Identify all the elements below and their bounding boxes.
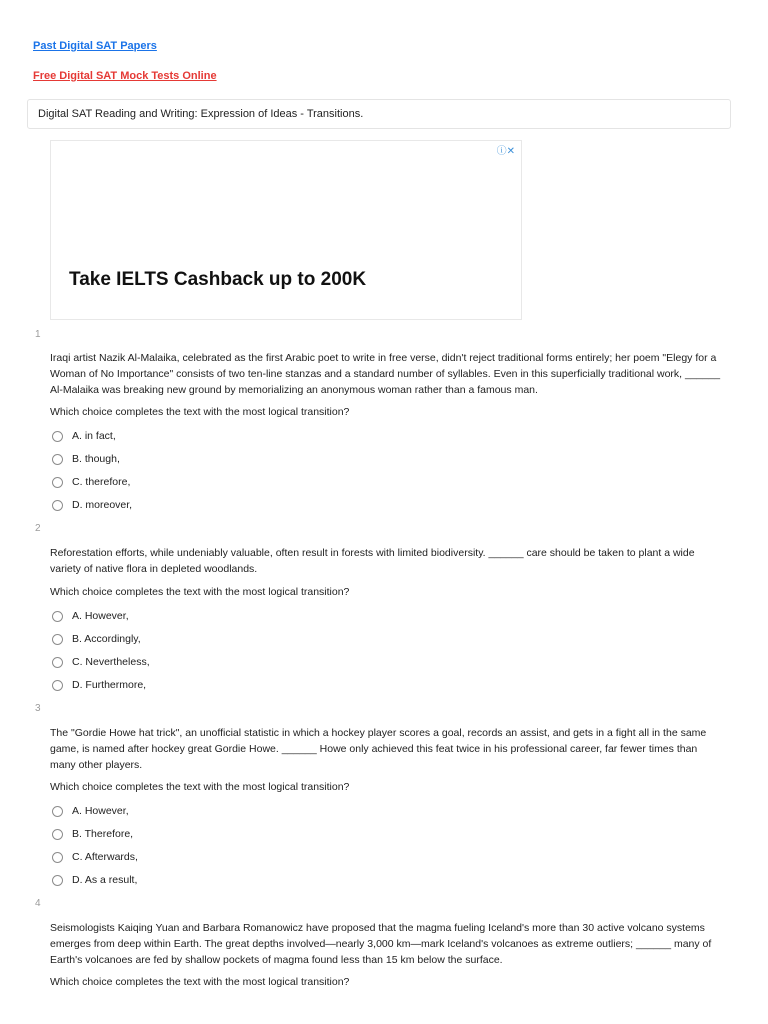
- radio-button[interactable]: [52, 454, 63, 465]
- option-label: C. Afterwards,: [72, 851, 138, 863]
- answer-option[interactable]: [52, 452, 120, 466]
- answer-option[interactable]: [52, 429, 116, 443]
- option-label: D. As a result,: [72, 874, 138, 886]
- radio-button[interactable]: [52, 477, 63, 488]
- ad-choices-icon[interactable]: ⓘ✕: [496, 146, 515, 157]
- radio-button[interactable]: [52, 634, 63, 645]
- section-title: Digital SAT Reading and Writing: Expression of Ideas - Transitions.: [38, 108, 364, 120]
- question-prompt: Which choice completes the text with the most logical transition?: [50, 781, 350, 793]
- question-prompt: Which choice completes the text with the most logical transition?: [50, 406, 350, 418]
- option-label: B. Therefore,: [72, 828, 134, 840]
- radio-button[interactable]: [52, 611, 63, 622]
- question-passage: Seismologists Kaiqing Yuan and Barbara Romanowicz have proposed that the magma fueling Iceland's more than 30 active volcano systems emerges from deep within Earth. The great depths involved—nearly 3,000 km—mark Iceland's volcanoes as extreme outliers; ______ many of Earth's volcanoes are fed by shallow pockets of magma found less than 15 km below the surface.: [50, 922, 712, 966]
- question-prompt: Which choice completes the text with the most logical transition?: [50, 586, 350, 598]
- radio-button[interactable]: [52, 431, 63, 442]
- past-digital-sat-papers-link[interactable]: Past Digital SAT Papers: [33, 40, 157, 52]
- radio-button[interactable]: [52, 657, 63, 668]
- radio-button[interactable]: [52, 500, 63, 511]
- radio-button[interactable]: [52, 680, 63, 691]
- option-label: B. though,: [72, 453, 120, 465]
- answer-option[interactable]: [52, 850, 138, 864]
- answer-option[interactable]: [52, 827, 133, 841]
- answer-option[interactable]: [52, 632, 141, 646]
- question-number: 3: [35, 703, 41, 714]
- option-label: C. Nevertheless,: [72, 656, 150, 668]
- section-title-box: [27, 99, 731, 129]
- option-label: A. However,: [72, 610, 129, 622]
- question-passage: Iraqi artist Nazik Al-Malaika, celebrated as the first Arabic poet to write in free verse, didn't reject traditional forms entirely; her poem "Elegy for a Woman of No Importance" consists of two ten-line stanzas and a standard number of syllables. Even in this superficially traditional work, ______ Al-Malaika was breaking new ground by memorializing an anonymous woman rather than a famous man.: [50, 352, 721, 396]
- answer-option[interactable]: [52, 678, 146, 692]
- question-number: 4: [35, 898, 41, 909]
- question-number: 2: [35, 523, 41, 534]
- radio-button[interactable]: [52, 829, 63, 840]
- radio-button[interactable]: [52, 852, 63, 863]
- option-label: B. Accordingly,: [72, 633, 141, 645]
- answer-option[interactable]: [52, 873, 137, 887]
- answer-option[interactable]: [52, 655, 150, 669]
- question-passage: The "Gordie Howe hat trick", an unofficial statistic in which a hockey player scores a goal, records an assist, and gets in a fight all in the same game, is named after hockey great Gordie Howe. ______ Howe only achieved this feat twice in his professional career, far fewer times than many other players.: [50, 727, 707, 771]
- option-label: A. in fact,: [72, 430, 116, 442]
- advertisement[interactable]: [50, 140, 522, 320]
- option-label: D. Furthermore,: [72, 679, 147, 691]
- option-label: C. therefore,: [72, 476, 131, 488]
- answer-option[interactable]: [52, 498, 132, 512]
- question-prompt: Which choice completes the text with the most logical transition?: [50, 976, 350, 988]
- answer-option[interactable]: [52, 475, 130, 489]
- free-mock-tests-link[interactable]: Free Digital SAT Mock Tests Online: [33, 70, 217, 82]
- option-label: D. moreover,: [72, 499, 133, 511]
- option-label: A. However,: [72, 805, 129, 817]
- answer-option[interactable]: [52, 804, 129, 818]
- answer-option[interactable]: [52, 609, 129, 623]
- ad-headline[interactable]: Take IELTS Cashback up to 200K: [69, 269, 367, 290]
- radio-button[interactable]: [52, 875, 63, 886]
- question-number: 1: [35, 329, 41, 340]
- radio-button[interactable]: [52, 806, 63, 817]
- question-passage: Reforestation efforts, while undeniably valuable, often result in forests with limited biodiversity. ______ care should be taken to plant a wide variety of native flora in depleted woodlands.: [50, 547, 695, 575]
